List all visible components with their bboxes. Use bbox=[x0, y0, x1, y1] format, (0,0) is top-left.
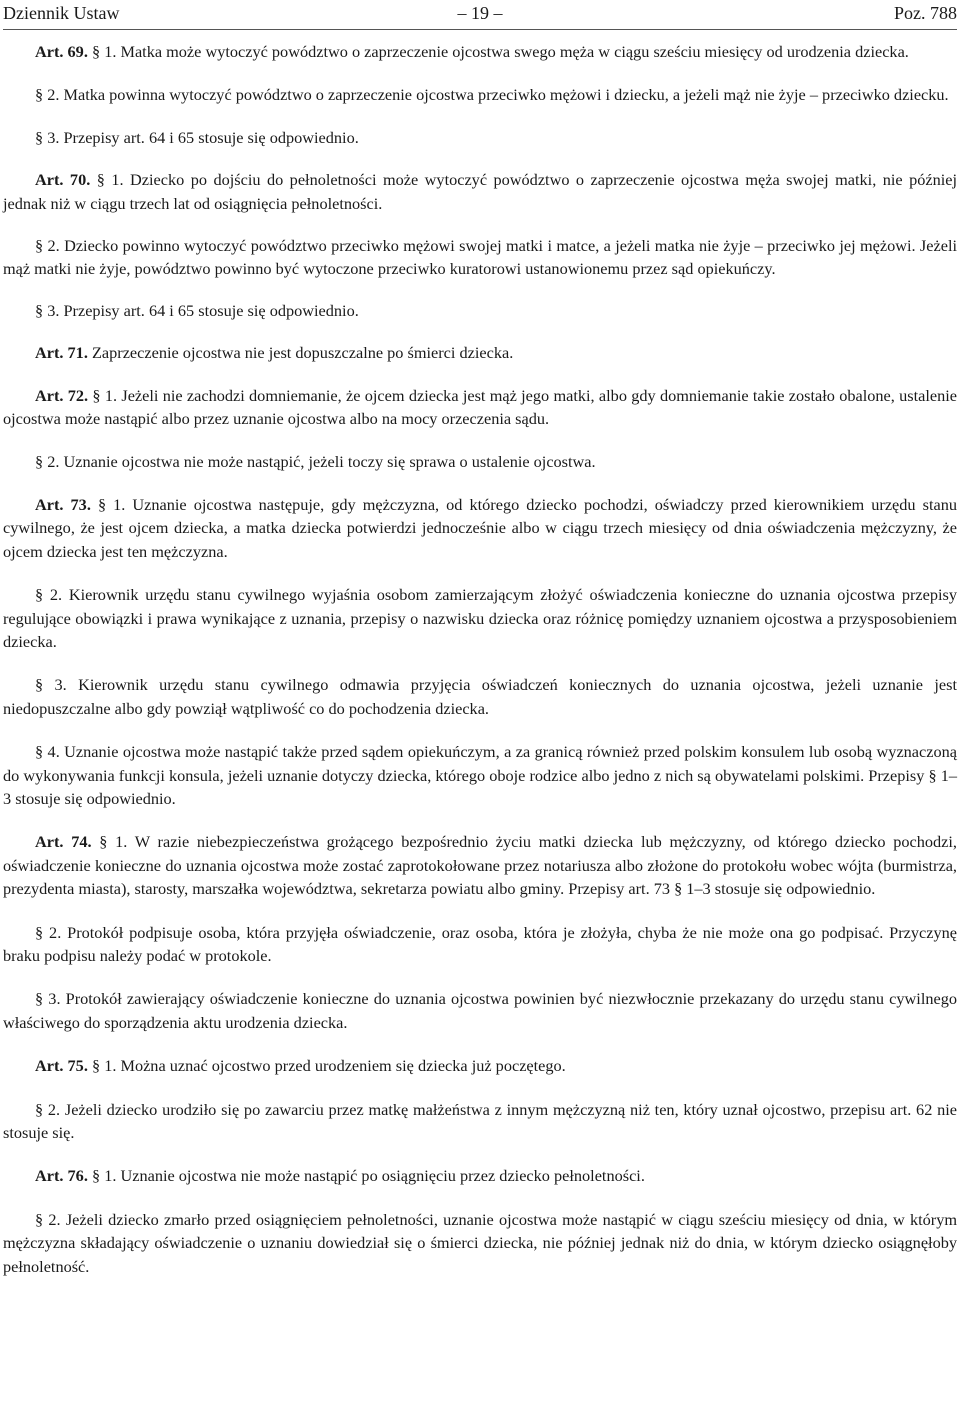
paragraph-text: § 1. Jeżeli nie zachodzi domniemanie, że ojcem dziecka jest mąż jego matki, albo gdy domniemanie takie zostało obalone, ustalenie ojcostwa może nastąpić albo przez uznanie ojcostwa albo na mocy orzeczenia sądu. bbox=[3, 385, 957, 429]
paragraph-text: § 2. Matka powinna wytoczyć powództwo o zaprzeczenie ojcostwa przeciwko mężowi i dziecku, a jeżeli mąż nie żyje – przeciwko dziecku. bbox=[35, 85, 949, 105]
paragraph-text: § 1. Można uznać ojcostwo przed urodzeniem się dziecka już poczętego. bbox=[87, 1056, 566, 1076]
article-73-par-3 bbox=[3, 673, 957, 720]
article-69-par-3 bbox=[3, 126, 957, 149]
header-divider bbox=[3, 29, 957, 30]
article-heading: Art. 70. bbox=[35, 170, 91, 190]
paragraph-text: § 1. W razie niebezpieczeństwa grożącego bezpośrednio życiu matki dziecka lub mężczyzny, od którego dziecko pochodzi, oświadczenie konieczne do uznania ojcostwa może zostać zaprotokołowane przez notariusza albo złożone do protokołu wobec wójta (burmistrza, prezydenta miasta), starosty, marszałka województwa, sekretarza powiatu albo gminy. Przepisy art. 73 § 1–3 stosuje się odpowiednio. bbox=[3, 832, 957, 899]
position-number: Poz. 788 bbox=[894, 3, 957, 23]
article-73-par-2 bbox=[3, 583, 957, 653]
article-72-par-1 bbox=[3, 384, 957, 431]
article-74-par-2 bbox=[3, 921, 957, 968]
article-75-par-1 bbox=[3, 1054, 957, 1077]
paragraph-text: § 1. Uznanie ojcostwa nie może nastąpić po osiągnięciu przez dziecko pełnoletności. bbox=[87, 1166, 645, 1186]
article-76-par-2 bbox=[3, 1208, 957, 1278]
paragraph-text: § 3. Protokół zawierający oświadczenie konieczne do uznania ojcostwa powinien być niezwłocznie przekazany do urzędu stanu cywilnego właściwego do sporządzenia aktu urodzenia dziecka. bbox=[3, 989, 957, 1032]
article-75-par-2 bbox=[3, 1098, 957, 1145]
article-76-par-1 bbox=[3, 1164, 957, 1187]
paragraph-text: § 2. Kierownik urzędu stanu cywilnego wyjaśnia osobom zamierzającym złożyć oświadczenia konieczne do uznania ojcostwa przepisy regulujące obowiązki i prawa wynikające z uznania, przepisy o nazwisku dziecka oraz różnicę pomiędzy uznaniem ojcostwa a przysposobieniem dziecka. bbox=[3, 585, 957, 651]
article-73-par-1 bbox=[3, 493, 957, 563]
paragraph-text: § 2. Dziecko powinno wytoczyć powództwo przeciwko mężowi swojej matki i matce, a jeżeli matka nie żyje – przeciwko jej mężowi. Jeżeli mąż matki nie żyje, powództwo powinno być wytoczone przeciwko kuratorowi ustanowionemu przez sąd opiekuńczy. bbox=[3, 236, 957, 279]
article-74-par-1 bbox=[3, 830, 957, 900]
article-heading: Art. 71. bbox=[35, 343, 88, 363]
paragraph-text: § 4. Uznanie ojcostwa może nastąpić także przed sądem opiekuńczym, a za granicą również przed polskim konsulem lub osobą wyznaczoną do wykonywania funkcji konsula, jeżeli uznanie dotyczy dziecka, którego oboje rodzice albo jedno z nich są obywatelami polskimi. Przepisy § 1–3 stosuje się odpowiednio. bbox=[3, 742, 957, 808]
paragraph-text: Zaprzeczenie ojcostwa nie jest dopuszczalne po śmierci dziecka. bbox=[87, 343, 514, 363]
article-70-par-2 bbox=[3, 234, 957, 281]
paragraph-text: § 3. Przepisy art. 64 i 65 stosuje się odpowiednio. bbox=[35, 300, 359, 320]
article-heading: Art. 73. bbox=[35, 494, 91, 514]
journal-title: Dziennik Ustaw bbox=[3, 3, 120, 23]
article-heading: Art. 76. bbox=[35, 1166, 88, 1186]
paragraph-text: § 3. Przepisy art. 64 i 65 stosuje się odpowiednio. bbox=[35, 127, 359, 147]
article-heading: Art. 75. bbox=[35, 1056, 88, 1076]
article-heading: Art. 74. bbox=[35, 832, 92, 852]
article-70-par-3 bbox=[3, 299, 957, 322]
article-71 bbox=[3, 341, 957, 364]
paragraph-text: § 2. Uznanie ojcostwa nie może nastąpić, jeżeli toczy się sprawa o ustalenie ojcostwa. bbox=[35, 452, 596, 472]
page-header bbox=[0, 0, 960, 26]
article-74-par-3 bbox=[3, 987, 957, 1034]
paragraph-text: § 3. Kierownik urzędu stanu cywilnego odmawia przyjęcia oświadczeń koniecznych do uznania ojcostwa, jeżeli uznanie jest niedopuszczalne albo gdy powziął wątpliwość co do pochodzenia dziecka. bbox=[3, 675, 957, 718]
paragraph-text: § 1. Dziecko po dojściu do pełnoletności może wytoczyć powództwo o zaprzeczenie ojcostwa męża swojej matki, nie później jednak niż w ciągu trzech lat od osiągnięcia pełnoletności. bbox=[3, 170, 957, 213]
paragraph-text: § 2. Jeżeli dziecko urodziło się po zawarciu przez matkę małżeństwa z innym mężczyzną niż ten, który uznał ojcostwo, przepisu art. 62 nie stosuje się. bbox=[3, 1099, 957, 1142]
article-72-par-2 bbox=[3, 450, 957, 473]
article-69-par-2 bbox=[3, 83, 957, 106]
paragraph-text: § 1. Uznanie ojcostwa następuje, gdy mężczyzna, od którego dziecko pochodzi, oświadczy przed kierownikiem urzędu stanu cywilnego, że jest ojcem dziecka, a matka dziecka potwierdzi jednocześnie albo w ciągu trzech miesięcy od dnia oświadczenia mężczyzny, że ojcem dziecka jest ten mężczyzna. bbox=[3, 494, 957, 561]
paragraph-text: § 2. Protokół podpisuje osoba, która przyjęła oświadczenie, oraz osoba, która je złożyła, chyba że nie może ona go podpisać. Przyczynę braku podpisu należy podać w protokole. bbox=[3, 922, 957, 965]
article-73-par-4 bbox=[3, 740, 957, 810]
article-70-par-1 bbox=[3, 168, 957, 215]
page-number: – 19 – bbox=[457, 3, 503, 23]
article-heading: Art. 72. bbox=[35, 385, 89, 405]
article-heading: Art. 69. bbox=[35, 42, 88, 61]
paragraph-text: § 1. Matka może wytoczyć powództwo o zaprzeczenie ojcostwa swego męża w ciągu sześciu miesięcy od urodzenia dziecka. bbox=[87, 42, 909, 61]
paragraph-text: § 2. Jeżeli dziecko zmarło przed osiągnięciem pełnoletności, uznanie ojcostwa może nastąpić w ciągu sześciu miesięcy od dnia, w którym mężczyzna składający oświadczenie o uznaniu dowiedział się o śmierci dziecka, nie później jednak niż do dnia, w którym dziecko osiągnęłoby pełnoletność. bbox=[3, 1209, 957, 1276]
document-body bbox=[3, 40, 957, 1278]
article-69-par-1 bbox=[3, 40, 957, 63]
